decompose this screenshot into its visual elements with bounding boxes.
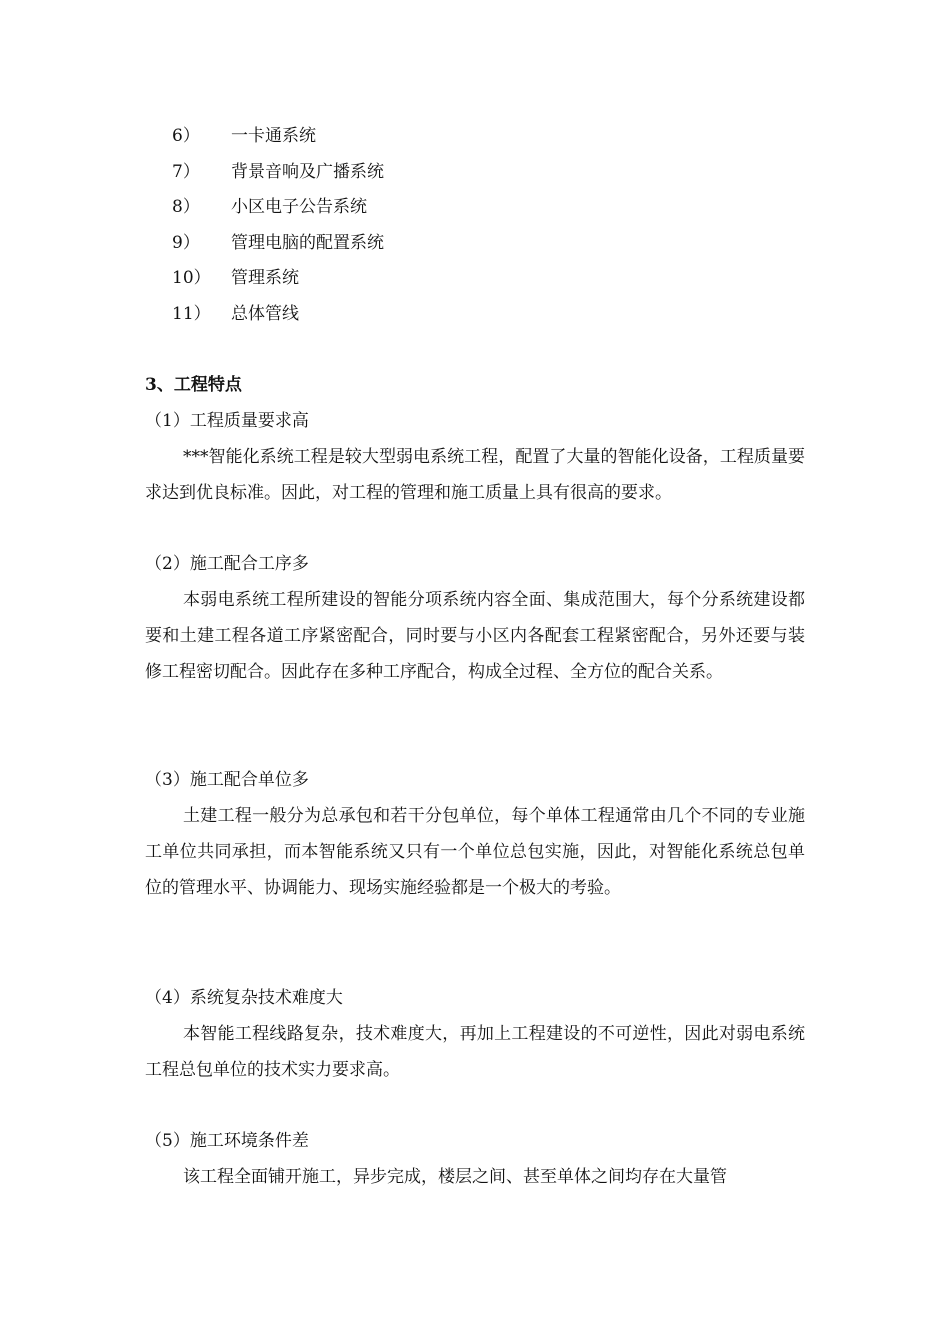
paragraph: 本弱电系统工程所建设的智能分项系统内容全面、集成范围大，每个分系统建设都要和土建工程各道工序紧密配合，同时要与小区内各配套工程紧密配合，另外还要与装修工程密切配合。因此存在多种工序配合，构成全过程、全方位的配合关系。 <box>145 590 805 682</box>
paragraph: ***智能化系统工程是较大型弱电系统工程，配置了大量的智能化设备，工程质量要求达到优良标准。因此，对工程的管理和施工质量上具有很高的要求。 <box>145 447 805 503</box>
list-text: 管理电脑的配置系统 <box>231 233 384 253</box>
list-text: 总体管线 <box>231 304 299 324</box>
list-text: 小区电子公告系统 <box>231 197 367 217</box>
paragraph: 该工程全面铺开施工，异步完成，楼层之间、甚至单体之间均存在大量管 <box>183 1167 727 1187</box>
list-number: 8） <box>172 197 200 217</box>
subsection-title: （4）系统复杂技术难度大 <box>145 988 343 1008</box>
list-number: 6） <box>172 126 200 146</box>
list-text: 一卡通系统 <box>231 126 316 146</box>
subsection-title: （3）施工配合单位多 <box>145 770 309 790</box>
list-text: 管理系统 <box>231 268 299 288</box>
list-number: 11） <box>172 304 211 324</box>
subsection-title: （5）施工环境条件差 <box>145 1131 309 1151</box>
list-number: 10） <box>172 268 211 288</box>
list-number: 9） <box>172 233 200 253</box>
subsection-title: （1）工程质量要求高 <box>145 411 309 431</box>
list-text: 背景音响及广播系统 <box>231 162 384 182</box>
list-number: 7） <box>172 162 200 182</box>
section-heading: 3、工程特点 <box>145 375 242 395</box>
paragraph: 本智能工程线路复杂，技术难度大，再加上工程建设的不可逆性，因此对弱电系统工程总包单位的技术实力要求高。 <box>145 1024 805 1080</box>
subsection-title: （2）施工配合工序多 <box>145 554 309 574</box>
paragraph: 土建工程一般分为总承包和若干分包单位，每个单体工程通常由几个不同的专业施工单位共同承担，而本智能系统又只有一个单位总包实施，因此，对智能化系统总包单位的管理水平、协调能力、现场实施经验都是一个极大的考验。 <box>145 806 805 898</box>
